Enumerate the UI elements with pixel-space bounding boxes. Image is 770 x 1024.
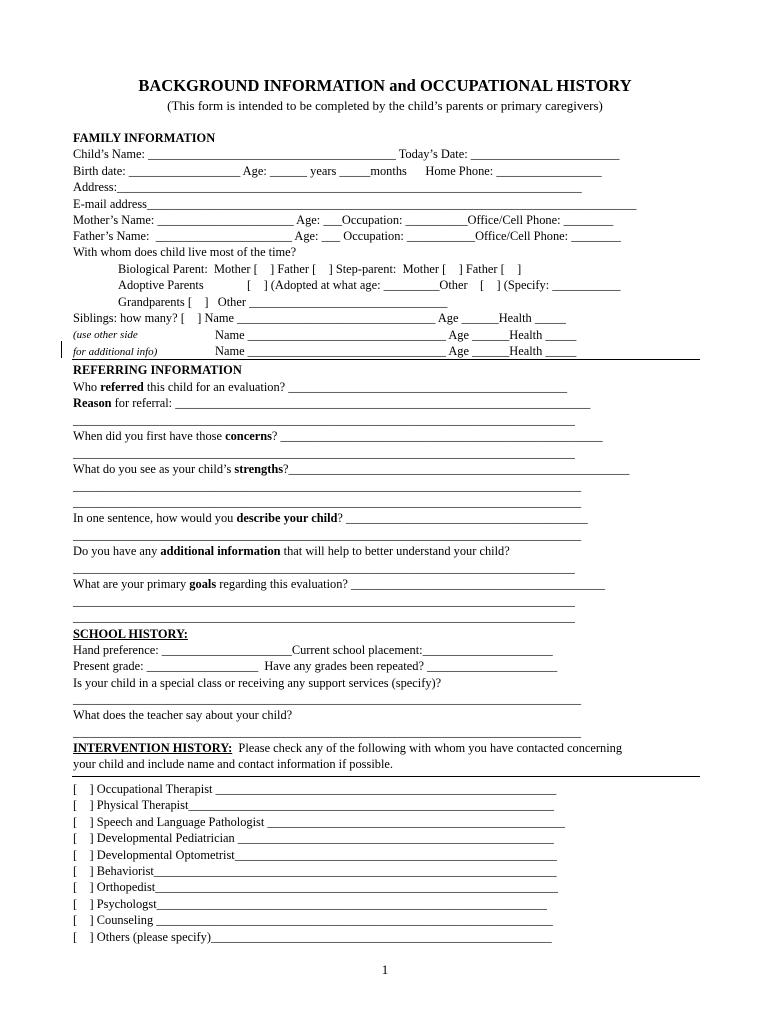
- intervention-intro: INTERVENTION HISTORY: Please check any of the following with whom you have contacted concerning: [73, 741, 623, 755]
- siblings-row-2[interactable]: Name ________________________________ Age ______Health _____: [215, 328, 577, 342]
- lives-with-question: With whom does child live most of the time?: [73, 245, 297, 259]
- margin-mark: [61, 341, 62, 358]
- intervention-item[interactable]: [ ] Speech and Language Pathologist ________________________________________________: [73, 815, 565, 829]
- birth-date-field[interactable]: Birth date: __________________ Age: ______ years _____months Home Phone: _________________: [73, 164, 602, 178]
- referred-by-field[interactable]: Who referred this child for an evaluation? _____________________________________________: [73, 380, 568, 394]
- goals-blank-2[interactable]: _________________________________________________________________________________: [73, 610, 575, 624]
- father-field[interactable]: Father’s Name: ______________________ Age: ___ Occupation: ___________Office/Cell Phone: ________: [73, 229, 621, 243]
- intervention-item[interactable]: [ ] Psychologst_______________________________________________________________: [73, 897, 547, 911]
- form-subtitle: (This form is intended to be completed by the child’s parents or primary caregivers): [167, 98, 603, 113]
- section-divider: [72, 776, 700, 777]
- teacher-question: What does the teacher say about your child?: [73, 708, 293, 722]
- hand-preference-field[interactable]: Hand preference: _____________________Current school placement:_____________________: [73, 643, 553, 657]
- describe-field[interactable]: In one sentence, how would you describe your child? _______________________________________: [73, 511, 588, 525]
- childs-name-field[interactable]: Child’s Name: ________________________________________ Today’s Date: ________________________: [73, 147, 620, 161]
- intervention-item[interactable]: [ ] Developmental Optometrist____________________________________________________: [73, 848, 557, 862]
- intervention-intro-2: your child and include name and contact information if possible.: [73, 757, 394, 771]
- intervention-item[interactable]: [ ] Occupational Therapist _______________________________________________________: [73, 782, 557, 796]
- intervention-heading: INTERVENTION HISTORY:: [73, 741, 233, 755]
- siblings-row-3[interactable]: Name ________________________________ Age ______Health _____: [215, 344, 577, 358]
- adoptive-parents-row[interactable]: Adoptive Parents [ ] (Adopted at what age: _________Other [ ] (Specify: ___________: [118, 278, 621, 292]
- section-divider: [72, 359, 700, 360]
- additional-info-blank[interactable]: _________________________________________________________________________________: [73, 561, 575, 575]
- additional-info-note: for additional info): [73, 346, 158, 358]
- reason-blank[interactable]: _________________________________________________________________________________: [73, 413, 575, 427]
- teacher-blank[interactable]: __________________________________________________________________________________: [73, 725, 582, 739]
- mother-field[interactable]: Mother’s Name: ______________________ Age: ___Occupation: __________Office/Cell Phone: ________: [73, 213, 614, 227]
- describe-blank[interactable]: __________________________________________________________________________________: [73, 528, 582, 542]
- strengths-field[interactable]: What do you see as your child’s strengths?_______________________________________________________: [73, 462, 630, 476]
- reason-field[interactable]: Reason for referral: ___________________________________________________________________: [73, 396, 591, 410]
- referring-heading: REFERRING INFORMATION: [73, 363, 242, 377]
- concerns-field[interactable]: When did you first have those concerns? ____________________________________________________: [73, 429, 603, 443]
- family-heading: FAMILY INFORMATION: [73, 131, 216, 145]
- goals-blank-1[interactable]: _________________________________________________________________________________: [73, 594, 575, 608]
- intervention-item[interactable]: [ ] Physical Therapist___________________________________________________________: [73, 798, 554, 812]
- intervention-item[interactable]: [ ] Counseling ________________________________________________________________: [73, 913, 553, 927]
- email-field[interactable]: E-mail address_______________________________________________________________________________: [73, 197, 637, 211]
- intervention-item[interactable]: [ ] Developmental Pediatrician ___________________________________________________: [73, 831, 554, 845]
- biological-parent-row[interactable]: Biological Parent: Mother [ ] Father [ ] Step-parent: Mother [ ] Father [ ]: [118, 262, 522, 276]
- address-field[interactable]: Address:___________________________________________________________________________: [73, 180, 582, 194]
- intervention-item[interactable]: [ ] Orthopedist_________________________________________________________________: [73, 880, 558, 894]
- strengths-blank-1[interactable]: __________________________________________________________________________________: [73, 479, 582, 493]
- school-heading: SCHOOL HISTORY:: [73, 627, 188, 641]
- present-grade-field[interactable]: Present grade: __________________ Have any grades been repeated? _____________________: [73, 659, 558, 673]
- additional-info-question: Do you have any additional information that will help to better understand your child?: [73, 544, 510, 558]
- grandparents-row[interactable]: Grandparents [ ] Other ________________________________: [118, 295, 448, 309]
- siblings-row-1[interactable]: Siblings: how many? [ ] Name ________________________________ Age ______Health _____: [73, 311, 566, 325]
- use-other-side-note: (use other side: [73, 329, 138, 341]
- form-title: BACKGROUND INFORMATION and OCCUPATIONAL HISTORY: [138, 76, 632, 95]
- intervention-item[interactable]: [ ] Behaviorist_________________________________________________________________: [73, 864, 557, 878]
- concerns-blank[interactable]: _________________________________________________________________________________: [73, 446, 575, 460]
- page-number: 1: [381, 962, 389, 977]
- strengths-blank-2[interactable]: __________________________________________________________________________________: [73, 495, 582, 509]
- special-class-question: Is your child in a special class or receiving any support services (specify)?: [73, 676, 442, 690]
- special-class-blank[interactable]: __________________________________________________________________________________: [73, 692, 582, 706]
- goals-field[interactable]: What are your primary goals regarding this evaluation? _________________________________________: [73, 577, 606, 591]
- intervention-item[interactable]: [ ] Others (please specify)_______________________________________________________: [73, 930, 552, 944]
